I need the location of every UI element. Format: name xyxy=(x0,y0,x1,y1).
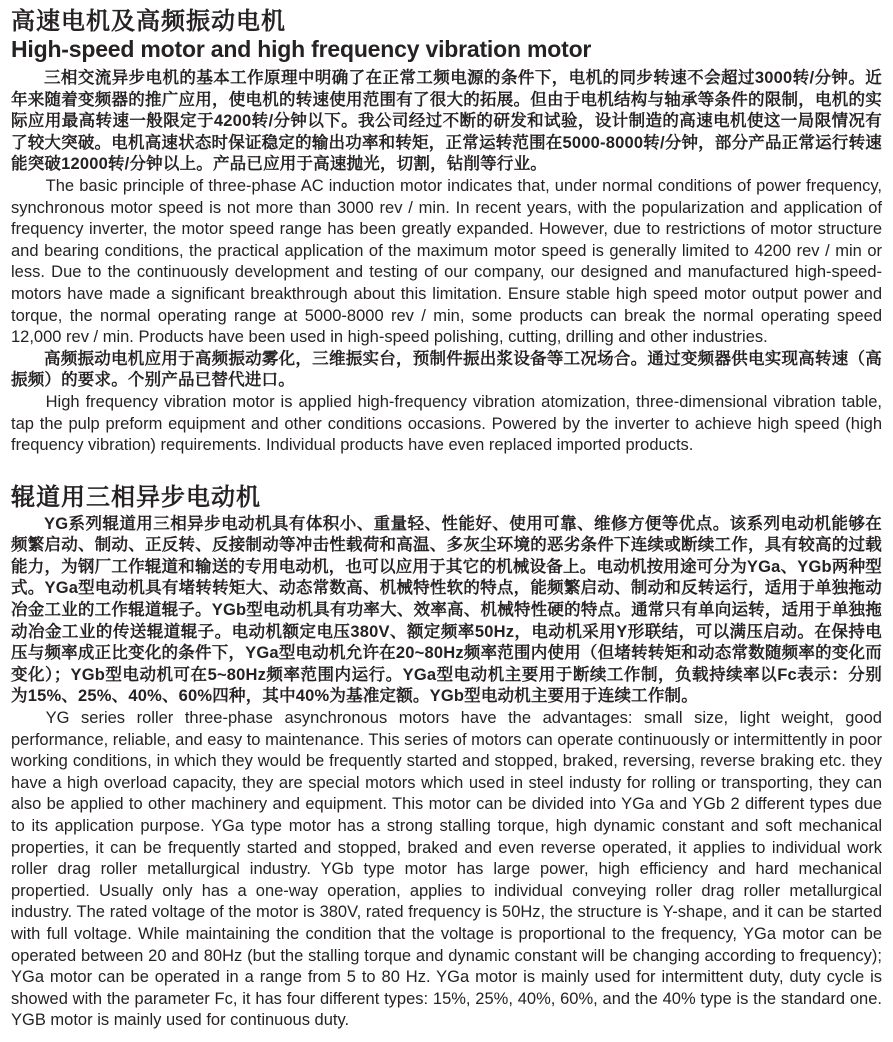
paragraph-en-yg-series: YG series roller three-phase asynchronous motors have the advantages: small size, light weight, good performance, reliable, and easy to maintenance. This series of motors can operate continuously or intermittently in poor working conditions, in which they would be frequently started and stopped, braked, reversing, reverse braking etc. they have a high overload capacity, they are special motors which used in steel industy for rolling or transporting, they can also be applied to other machinery and equipment. This motor can be divided into YGa and YGb 2 different types due to its application purpose. YGa type motor has a strong stalling torque, high dynamic constant and soft mechanical properties, it can be frequently started and stopped, braked and even reverse operated, it applies to individual work roller drag roller metallurgical industry. YGb type motor has large power, high efficiency and hard mechanical propertied. Usually only has a one-way operation, applies to individual conveying roller drag roller metallurgical industry. The rated voltage of the motor is 380V, rated frequency is 50Hz, the structure is Y-shape, and it can be started with full voltage. While maintaining the condition that the voltage is proportional to the frequency, YGa motor can be operated between 20 and 80Hz (but the stalling torque and dynamic constant will be changing according to frequency); YGa motor can be operated in a range from 5 to 80 Hz. YGa motor is mainly used for intermittent duty, duty cycle is showed with the parameter Fc, it has four different types: 15%, 25%, 40%, 60%, and the 40% type is the standard one. YGB motor is mainly used for continuous duty. xyxy=(11,709,882,1030)
section-high-speed-motor xyxy=(11,8,882,457)
paragraph-zh-vibration-motor: 高频振动电机应用于高频振动雾化，三维振实台，预制件振出浆设备等工况场合。通过变频器供电实现高转速（高振频）的要求。个别产品已替代进口。 xyxy=(11,349,882,390)
paragraph-zh-high-speed-intro: 三相交流异步电机的基本工作原理中明确了在正常工频电源的条件下，电机的同步转速不会超过3000转/分钟。近年来随着变频器的推广应用，使电机的转速使用范围有了很大的拓展。但由于电机结构与轴承等条件的限制，电机的实际应用最高转速一般限定于4200转/分钟以下。我公司经过不断的研发和试验，设计制造的高速电机使这一局限情况有了较大突破。电机高速状态时保证稳定的输出功率和转矩，正常运转范围在5000-8000转/分钟，部分产品正常运行转速能突破12000转/分钟以上。产品已应用于高速抛光，切割，钻削等行业。 xyxy=(11,69,882,174)
section-title-en-high-speed: High-speed motor and high frequency vibration motor xyxy=(11,36,592,62)
section-title-zh-roller-motor: 辊道用三相异步电动机 xyxy=(11,483,261,511)
section-title-zh-high-speed: 高速电机及高频振动电机 xyxy=(11,8,286,35)
section-roller-motor xyxy=(11,484,882,1032)
paragraph-en-high-speed-intro: The basic principle of three-phase AC induction motor indicates that, under normal conditions of power frequency, synchronous motor speed is not more than 3000 rev / min. In recent years, with the popularization and application of frequency inverter, the motor speed range has been greatly expanded. However, due to restrictions of motor structure and bearing conditions, the practical application of the maximum motor speed is generally limited to 4200 rev / min or less. Due to the continuously development and testing of our company, our designed and manufactured high-speed-motors have made a significant breakthrough about this limitation. Ensure stable high speed motor output power and torque, the normal operating range at 5000-8000 rev / min, some products can break the normal operating speed 12,000 rev / min. Products have been used in high-speed polishing, cutting, drilling and other industries. xyxy=(11,176,882,347)
paragraph-en-vibration-motor: High frequency vibration motor is applied high-frequency vibration atomization, three-dimensional vibration table, tap the pulp preform equipment and other conditions occasions. Powered by the inverter to achieve high speed (high frequency vibration) requirements. Individual products have even replaced imported products. xyxy=(11,392,882,455)
paragraph-zh-yg-series: YG系列辊道用三相异步电动机具有体积小、重量轻、性能好、使用可靠、维修方便等优点。该系列电动机能够在频繁启动、制动、正反转、反接制动等冲击性载荷和高温、多灰尘环境的恶劣条件下连续或断续工作，具有较高的过载能力，为钢厂工作辊道和输送的专用电动机，也可以应用于其它的机械设备上。电动机按用途可分为YGa、YGb两种型式。YGa型电动机具有堵转转矩大、动态常数高、机械特性软的特点，能频繁启动、制动和反转运行，适用于单独拖动冶金工业的工作辊道辊子。YGb型电动机具有功率大、效率高、机械特性硬的特点。通常只有单向运转，适用于单独拖动冶金工业的传送辊道辊子。电动机额定电压380V、额定频率50Hz，电动机采用Y形联结，可以满压启动。在保持电压与频率成正比变化的条件下，YGa型电动机允许在20~80Hz频率范围内使用（但堵转转矩和动态常数随频率的变化而变化）；YGb型电动机可在5~80Hz频率范围内运行。YGa型电动机主要用于断续工作制，负载持续率以Fc表示：分别为15%、25%、40%、60%四种，其中40%为基准定额。YGb型电动机主要用于连续工作制。 xyxy=(11,514,882,706)
